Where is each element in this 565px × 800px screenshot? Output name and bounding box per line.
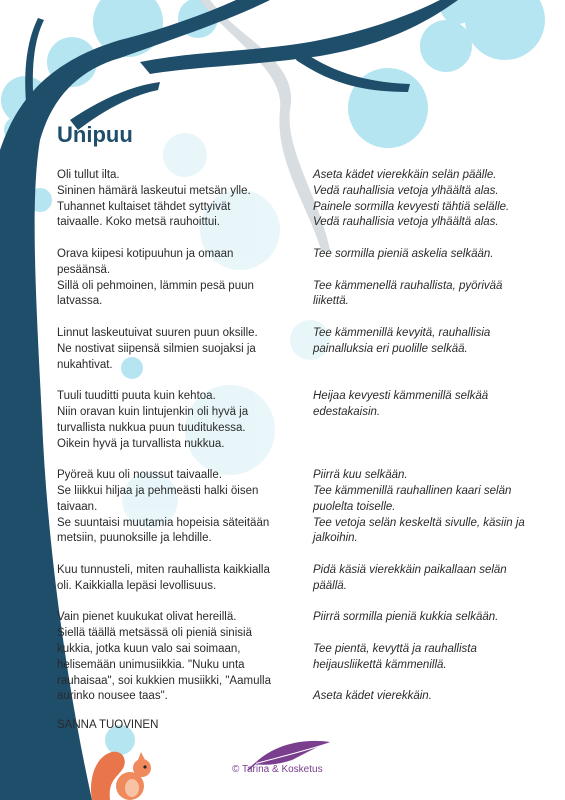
paragraph-gap bbox=[313, 231, 538, 247]
instruction-line: päällä. bbox=[313, 579, 347, 592]
paragraph-gap bbox=[313, 310, 538, 326]
paragraph-gap bbox=[313, 547, 538, 563]
brand-name: © Tarina & Kosketus bbox=[232, 764, 323, 775]
paragraph-gap bbox=[57, 231, 297, 247]
story-line: aurinko nousee taas". bbox=[57, 690, 168, 703]
instruction-line: jalkoihin. bbox=[313, 532, 358, 545]
paragraph-gap bbox=[313, 263, 538, 279]
story-line: Vain pienet kuukukat olivat hereillä. bbox=[57, 611, 237, 624]
story-line: Siellä täällä metsässä oli pieniä sinisiä bbox=[57, 627, 252, 640]
story-line: Se suuntaisi muutamia hopeisia säteitään bbox=[57, 516, 270, 529]
paragraph-gap bbox=[57, 595, 297, 611]
instruction-line: painalluksia eri puolille selkää. bbox=[313, 342, 468, 355]
paragraph-gap bbox=[313, 373, 538, 389]
story-line: Kuu tunnusteli, miten rauhallista kaikkialla bbox=[57, 563, 270, 576]
story-line: Tuuli tuuditti puuta kuin kehtoa. bbox=[57, 390, 216, 403]
instruction-line: Heijaa kevyesti kämmenillä selkää bbox=[313, 390, 489, 403]
story-line: taivaan. bbox=[57, 500, 98, 513]
story-line: helisemään unimusiikkia. "Nuku unta bbox=[57, 658, 245, 671]
instruction-line: Tee sormilla pieniä askelia selkään. bbox=[313, 247, 494, 260]
story-line: turvallista nukkua puun tuuditukessa. bbox=[57, 421, 246, 434]
instruction-line: Piirrä sormilla pieniä kukkia selkään. bbox=[313, 611, 499, 624]
instruction-line: heijausliikettä kämmenillä. bbox=[313, 658, 447, 671]
paragraph-gap bbox=[313, 358, 538, 374]
story-line: Sillä oli pehmoinen, lämmin pesä puun bbox=[57, 279, 254, 292]
story-line: Oikein hyvä ja turvallista nukkua. bbox=[57, 437, 225, 450]
story-line: rauhaisaa", soi kukkien musiikki, "Aamulla bbox=[57, 674, 271, 687]
instruction-line: Tee kämmenellä rauhallista, pyörivää bbox=[313, 279, 503, 292]
story-line: metsiin, puunoksille ja lehdille. bbox=[57, 532, 212, 545]
page-title: Unipuu bbox=[57, 122, 133, 147]
paragraph-gap bbox=[57, 547, 297, 563]
instruction-line: liikettä. bbox=[313, 295, 349, 308]
instruction-line: Vedä rauhallisia vetoja ylhäältä alas. bbox=[313, 216, 499, 229]
instruction-line: Aseta kädet vierekkäin. bbox=[313, 690, 432, 703]
instruction-line: puolelta toiselle. bbox=[313, 500, 396, 513]
instruction-line: Aseta kädet vierekkäin selän päälle. bbox=[313, 169, 497, 181]
instruction-line: Piirrä kuu selkään. bbox=[313, 469, 408, 482]
massage-instructions bbox=[313, 168, 538, 705]
instruction-line: Tee kämmenillä rauhallinen kaari selän bbox=[313, 484, 512, 497]
instruction-line: Tee kämmenillä kevyitä, rauhallisia bbox=[313, 326, 491, 339]
story-text bbox=[57, 168, 297, 705]
paragraph-gap bbox=[313, 421, 538, 437]
story-line: Orava kiipesi kotipuuhun ja omaan bbox=[57, 247, 234, 260]
story-line: Sininen hämärä laskeutui metsän ylle. bbox=[57, 184, 251, 197]
paragraph-gap bbox=[313, 674, 538, 690]
story-line: nukahtivat. bbox=[57, 358, 113, 371]
paragraph-gap bbox=[313, 626, 538, 642]
paragraph-gap bbox=[313, 452, 538, 468]
instruction-line: Vedä rauhallisia vetoja ylhäältä alas. bbox=[313, 184, 499, 197]
story-line: Ne nostivat siipensä silmien suojaksi ja bbox=[57, 342, 256, 355]
instruction-line: edestakaisin. bbox=[313, 405, 381, 418]
story-line: Oli tullut ilta. bbox=[57, 169, 120, 181]
story-line: taivaalle. Koko metsä rauhoittui. bbox=[57, 216, 221, 229]
story-line: Pyöreä kuu oli noussut taivaalle. bbox=[57, 469, 222, 482]
squirrel-illustration bbox=[88, 738, 160, 800]
author-name: SANNA TUOVINEN bbox=[57, 719, 159, 731]
story-line: kukkia, jotka kuun valo sai soimaan, bbox=[57, 642, 241, 655]
instruction-line: Tee vetoja selän keskeltä sivulle, käsiin ja bbox=[313, 516, 525, 529]
paragraph-gap bbox=[57, 373, 297, 389]
story-line: oli. Kaikkialla lepäsi levollisuus. bbox=[57, 579, 217, 592]
paragraph-gap bbox=[313, 437, 538, 453]
paragraph-gap bbox=[313, 595, 538, 611]
story-line: Niin oravan kuin lintujenkin oli hyvä ja bbox=[57, 405, 249, 418]
story-line: Linnut laskeutuivat suuren puun oksille. bbox=[57, 326, 258, 339]
paragraph-gap bbox=[57, 310, 297, 326]
bubble bbox=[420, 20, 472, 72]
bubble bbox=[465, 0, 545, 60]
instruction-line: Tee pientä, kevyttä ja rauhallista bbox=[313, 642, 477, 655]
instruction-line: Pidä käsiä vierekkäin paikallaan selän bbox=[313, 563, 507, 576]
story-line: pesäänsä. bbox=[57, 263, 111, 276]
story-line: Se liikkui hiljaa ja pehmeästi halki öisen bbox=[57, 484, 259, 497]
copyright-icon: © bbox=[232, 764, 240, 775]
story-line: latvassa. bbox=[57, 295, 103, 308]
instruction-line: Painele sormilla kevyesti tähtiä selälle. bbox=[313, 200, 510, 213]
story-line: Tuhannet kultaiset tähdet syttyivät bbox=[57, 200, 231, 213]
paragraph-gap bbox=[57, 452, 297, 468]
